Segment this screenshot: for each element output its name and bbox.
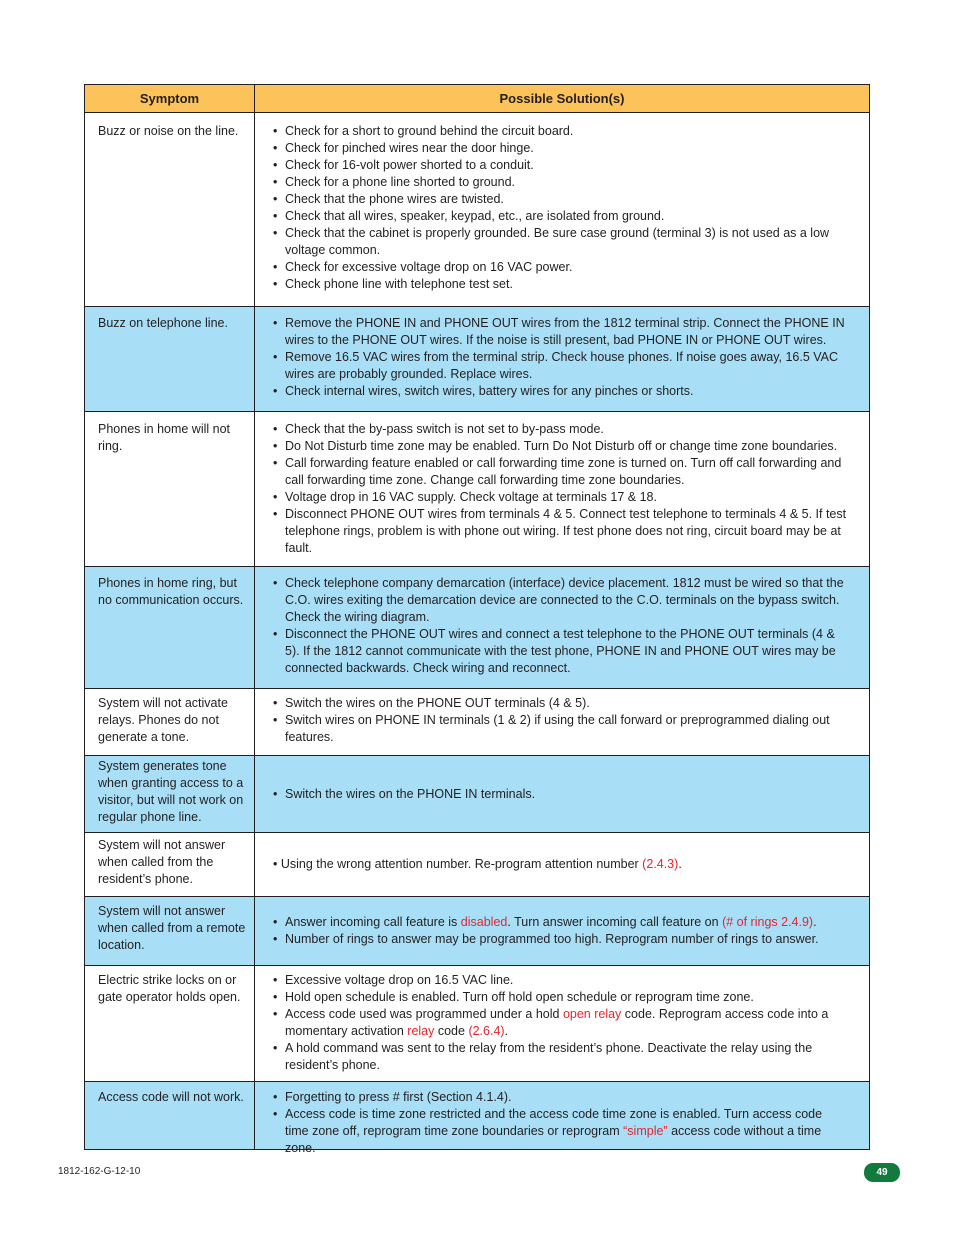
solution-cell xyxy=(255,1082,869,1155)
solution-item: • Check that all wires, speaker, keypad, etc., are isolated from ground. xyxy=(273,208,849,225)
solution-item: • Check that the cabinet is properly grounded. Be sure case ground (terminal 3) is not used as a low voltage common. xyxy=(273,225,849,259)
solution-cell xyxy=(255,833,869,896)
symptom-cell: System will not answer when called from the resident’s phone. xyxy=(85,833,255,896)
solution-item: • Check for a short to ground behind the circuit board. xyxy=(273,123,849,140)
table-row xyxy=(85,689,869,756)
symptom-cell: Electric strike locks on or gate operator holds open. xyxy=(85,966,255,1081)
solution-item: • Remove the PHONE IN and PHONE OUT wires from the 1812 terminal strip. Connect the PHONE IN wires to the PHONE OUT wires. If the noise is still present, bad PHONE IN or PHONE OUT wires. xyxy=(273,315,849,349)
solution-item: • Check telephone company demarcation (interface) device placement. 1812 must be wired so that the C.O. wires exiting the demarcation device are connected to the C.O. terminals on the bypass switch. Check the wiring diagram. xyxy=(273,575,849,626)
symptom-column-header: Symptom xyxy=(85,85,255,112)
table-row xyxy=(85,567,869,689)
symptom-cell: Buzz on telephone line. xyxy=(85,307,255,411)
solution-cell xyxy=(255,412,869,566)
solution-item: • Check that the by-pass switch is not set to by-pass mode. xyxy=(273,421,849,438)
table-row xyxy=(85,307,869,412)
solution-item: • Check that the phone wires are twisted. xyxy=(273,191,849,208)
table-row xyxy=(85,756,869,833)
solution-item: • Do Not Disturb time zone may be enabled. Turn Do Not Disturb off or change time zone boundaries. xyxy=(273,438,849,455)
solution-cell xyxy=(255,756,869,832)
symptom-cell: System generates tone when granting access to a visitor, but will not work on regular phone line. xyxy=(85,756,255,832)
simple-link[interactable]: “simple” xyxy=(623,1124,668,1138)
solution-cell xyxy=(255,966,869,1081)
section-link[interactable]: (2.4.3) xyxy=(642,857,679,871)
solution-item: • Excessive voltage drop on 16.5 VAC line. xyxy=(273,972,849,989)
solution-item: • Number of rings to answer may be programmed too high. Reprogram number of rings to answer. xyxy=(273,931,819,948)
solution-item: • Access code used was programmed under a hold open relay code. Reprogram access code into a momentary activation relay code (2.6.4). xyxy=(273,1006,849,1040)
table-row xyxy=(85,113,869,307)
solution-item: • Switch the wires on the PHONE OUT terminals (4 & 5). xyxy=(273,695,849,712)
solution-item: • Switch wires on PHONE IN terminals (1 & 2) if using the call forward or preprogrammed dialing out features. xyxy=(273,712,849,746)
symptom-cell: System will not activate relays. Phones do not generate a tone. xyxy=(85,689,255,755)
solution-item: • Check phone line with telephone test set. xyxy=(273,276,849,293)
solution-cell xyxy=(255,689,869,755)
troubleshooting-table xyxy=(84,84,870,1155)
solution-item: • Forgetting to press # first (Section 4.1.4). xyxy=(273,1089,849,1106)
table-row xyxy=(85,412,869,567)
document-code: 1812-162-G-12-10 xyxy=(58,1166,141,1177)
solution-item: • Remove 16.5 VAC wires from the terminal strip. Check house phones. If noise goes away, 16.5 VAC wires are probably grounded. Replace wires. xyxy=(273,349,849,383)
solution-item: • Answer incoming call feature is disabled. Turn answer incoming call feature on (# of rings 2.4.9). xyxy=(273,914,819,931)
table-header xyxy=(85,85,869,113)
solution-item: • Switch the wires on the PHONE IN terminals. xyxy=(273,786,535,803)
relay-link[interactable]: relay xyxy=(407,1024,435,1038)
solution-item: • Check for excessive voltage drop on 16 VAC power. xyxy=(273,259,849,276)
solution-item: • Check for a phone line shorted to ground. xyxy=(273,174,849,191)
symptom-cell: System will not answer when called from a remote location. xyxy=(85,897,255,965)
solution-item: • Voltage drop in 16 VAC supply. Check voltage at terminals 17 & 18. xyxy=(273,489,849,506)
table-row xyxy=(85,1082,869,1155)
disabled-link[interactable]: disabled xyxy=(460,915,508,929)
page-number-badge: 49 xyxy=(864,1163,900,1182)
solution-item: • Check internal wires, switch wires, battery wires for any pinches or shorts. xyxy=(273,383,849,400)
solution-cell xyxy=(255,897,869,965)
solution-item: • Disconnect the PHONE OUT wires and connect a test telephone to the PHONE OUT terminals (4 & 5). If the 1812 cannot communicate with the test phone, PHONE IN and PHONE OUT wires may be connected backwards. Check wiring and reconnect. xyxy=(273,626,849,677)
solution-item: • Check for 16-volt power shorted to a conduit. xyxy=(273,157,849,174)
solution-item: • Check for pinched wires near the door hinge. xyxy=(273,140,849,157)
table-row xyxy=(85,897,869,966)
solution-item: • Access code is time zone restricted and the access code time zone is enabled. Turn access code time zone off, reprogram time zone boundaries or reprogram “simple” access code without a time zone. xyxy=(273,1106,849,1157)
solution-item: • A hold command was sent to the relay from the resident’s phone. Deactivate the relay using the resident’s phone. xyxy=(273,1040,849,1074)
rings-section-link[interactable]: (# of rings 2.4.9) xyxy=(722,915,814,929)
symptom-cell: Buzz or noise on the line. xyxy=(85,113,255,306)
solution-cell xyxy=(255,567,869,688)
open-relay-link[interactable]: open relay xyxy=(562,1007,622,1021)
solutions-column-header: Possible Solution(s) xyxy=(499,91,625,106)
solution-cell xyxy=(255,307,869,411)
table-row xyxy=(85,833,869,897)
solution-item: • Disconnect PHONE OUT wires from terminals 4 & 5. Connect test telephone to terminals 4 & 5. If test telephone rings, problem is with phone out wiring. If test phone does not ring, circuit board may be at fault. xyxy=(273,506,849,557)
solution-cell xyxy=(255,113,869,306)
solution-item: • Hold open schedule is enabled. Turn off hold open schedule or reprogram time zone. xyxy=(273,989,849,1006)
solution-item: • Call forwarding feature enabled or call forwarding time zone is turned on. Turn off call forwarding and call forwarding time zone. Change call forwarding time zone boundaries. xyxy=(273,455,849,489)
symptom-cell: Access code will not work. xyxy=(85,1082,255,1149)
solution-item: • Using the wrong attention number. Re-program attention number (2.4.3). xyxy=(273,857,682,871)
symptom-cell: Phones in home ring, but no communication occurs. xyxy=(85,567,255,688)
section-link[interactable]: (2.6.4) xyxy=(468,1024,505,1038)
table-row xyxy=(85,966,869,1082)
symptom-cell: Phones in home will not ring. xyxy=(85,412,255,566)
